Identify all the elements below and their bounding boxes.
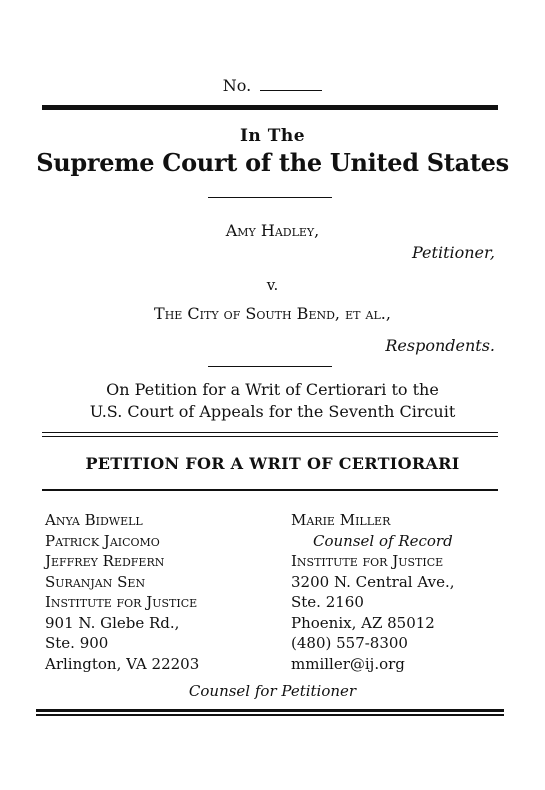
petitioner-role: Petitioner, xyxy=(412,243,495,262)
counsel-phone: (480) 557-8300 xyxy=(291,634,408,652)
double-rule-top-b xyxy=(42,436,498,437)
top-rule-thick xyxy=(42,105,498,110)
bottom-rule-a xyxy=(36,709,504,712)
versus: v. xyxy=(266,276,279,294)
bottom-rule-b xyxy=(36,714,504,716)
case-number-label: No. xyxy=(222,76,252,95)
counsel-name: Jeffrey Redfern xyxy=(45,552,165,570)
petitioner-name: Amy Hadley, xyxy=(225,221,320,240)
counsel-right-column xyxy=(291,510,454,674)
respondent-name: The City of South Bend, et al., xyxy=(154,304,391,323)
counsel-email: mmiller@ij.org xyxy=(291,654,405,673)
short-rule-2 xyxy=(208,366,332,367)
counsel-footer: Counsel for Petitioner xyxy=(188,682,357,700)
counsel-address: Ste. 2160 xyxy=(291,593,364,611)
counsel-of-record-role: Counsel of Record xyxy=(313,531,453,550)
court-name: Supreme Court of the United States xyxy=(36,148,509,177)
counsel-address: Ste. 900 xyxy=(45,634,109,652)
double-rule-top-a xyxy=(42,432,498,433)
petition-origin-line1: On Petition for a Writ of Certiorari to the xyxy=(106,380,439,399)
counsel-address: 901 N. Glebe Rd., xyxy=(45,613,180,632)
respondent-role: Respondents. xyxy=(385,336,495,355)
counsel-city: Arlington, VA 22203 xyxy=(45,654,200,673)
document-title: PETITION FOR A WRIT OF CERTIORARI xyxy=(85,454,460,473)
counsel-of-record-name: Marie Miller xyxy=(291,511,391,529)
case-number-line xyxy=(0,76,545,95)
short-rule-1 xyxy=(208,197,332,198)
counsel-name: Patrick Jaicomo xyxy=(45,531,160,550)
case-number-blank xyxy=(260,78,322,91)
counsel-org: Institute for Justice xyxy=(45,593,198,611)
petition-origin-line2: U.S. Court of Appeals for the Seventh Circuit xyxy=(89,402,456,421)
counsel-name: Anya Bidwell xyxy=(45,511,143,529)
counsel-city: Phoenix, AZ 85012 xyxy=(291,613,435,632)
counsel-org: Institute for Justice xyxy=(291,552,444,570)
counsel-left-column xyxy=(45,510,199,674)
counsel-name: Suranjan Sen xyxy=(45,572,146,591)
counsel-address: 3200 N. Central Ave., xyxy=(291,572,455,591)
title-under-rule xyxy=(42,489,498,491)
court-prefix: In The xyxy=(239,126,306,146)
